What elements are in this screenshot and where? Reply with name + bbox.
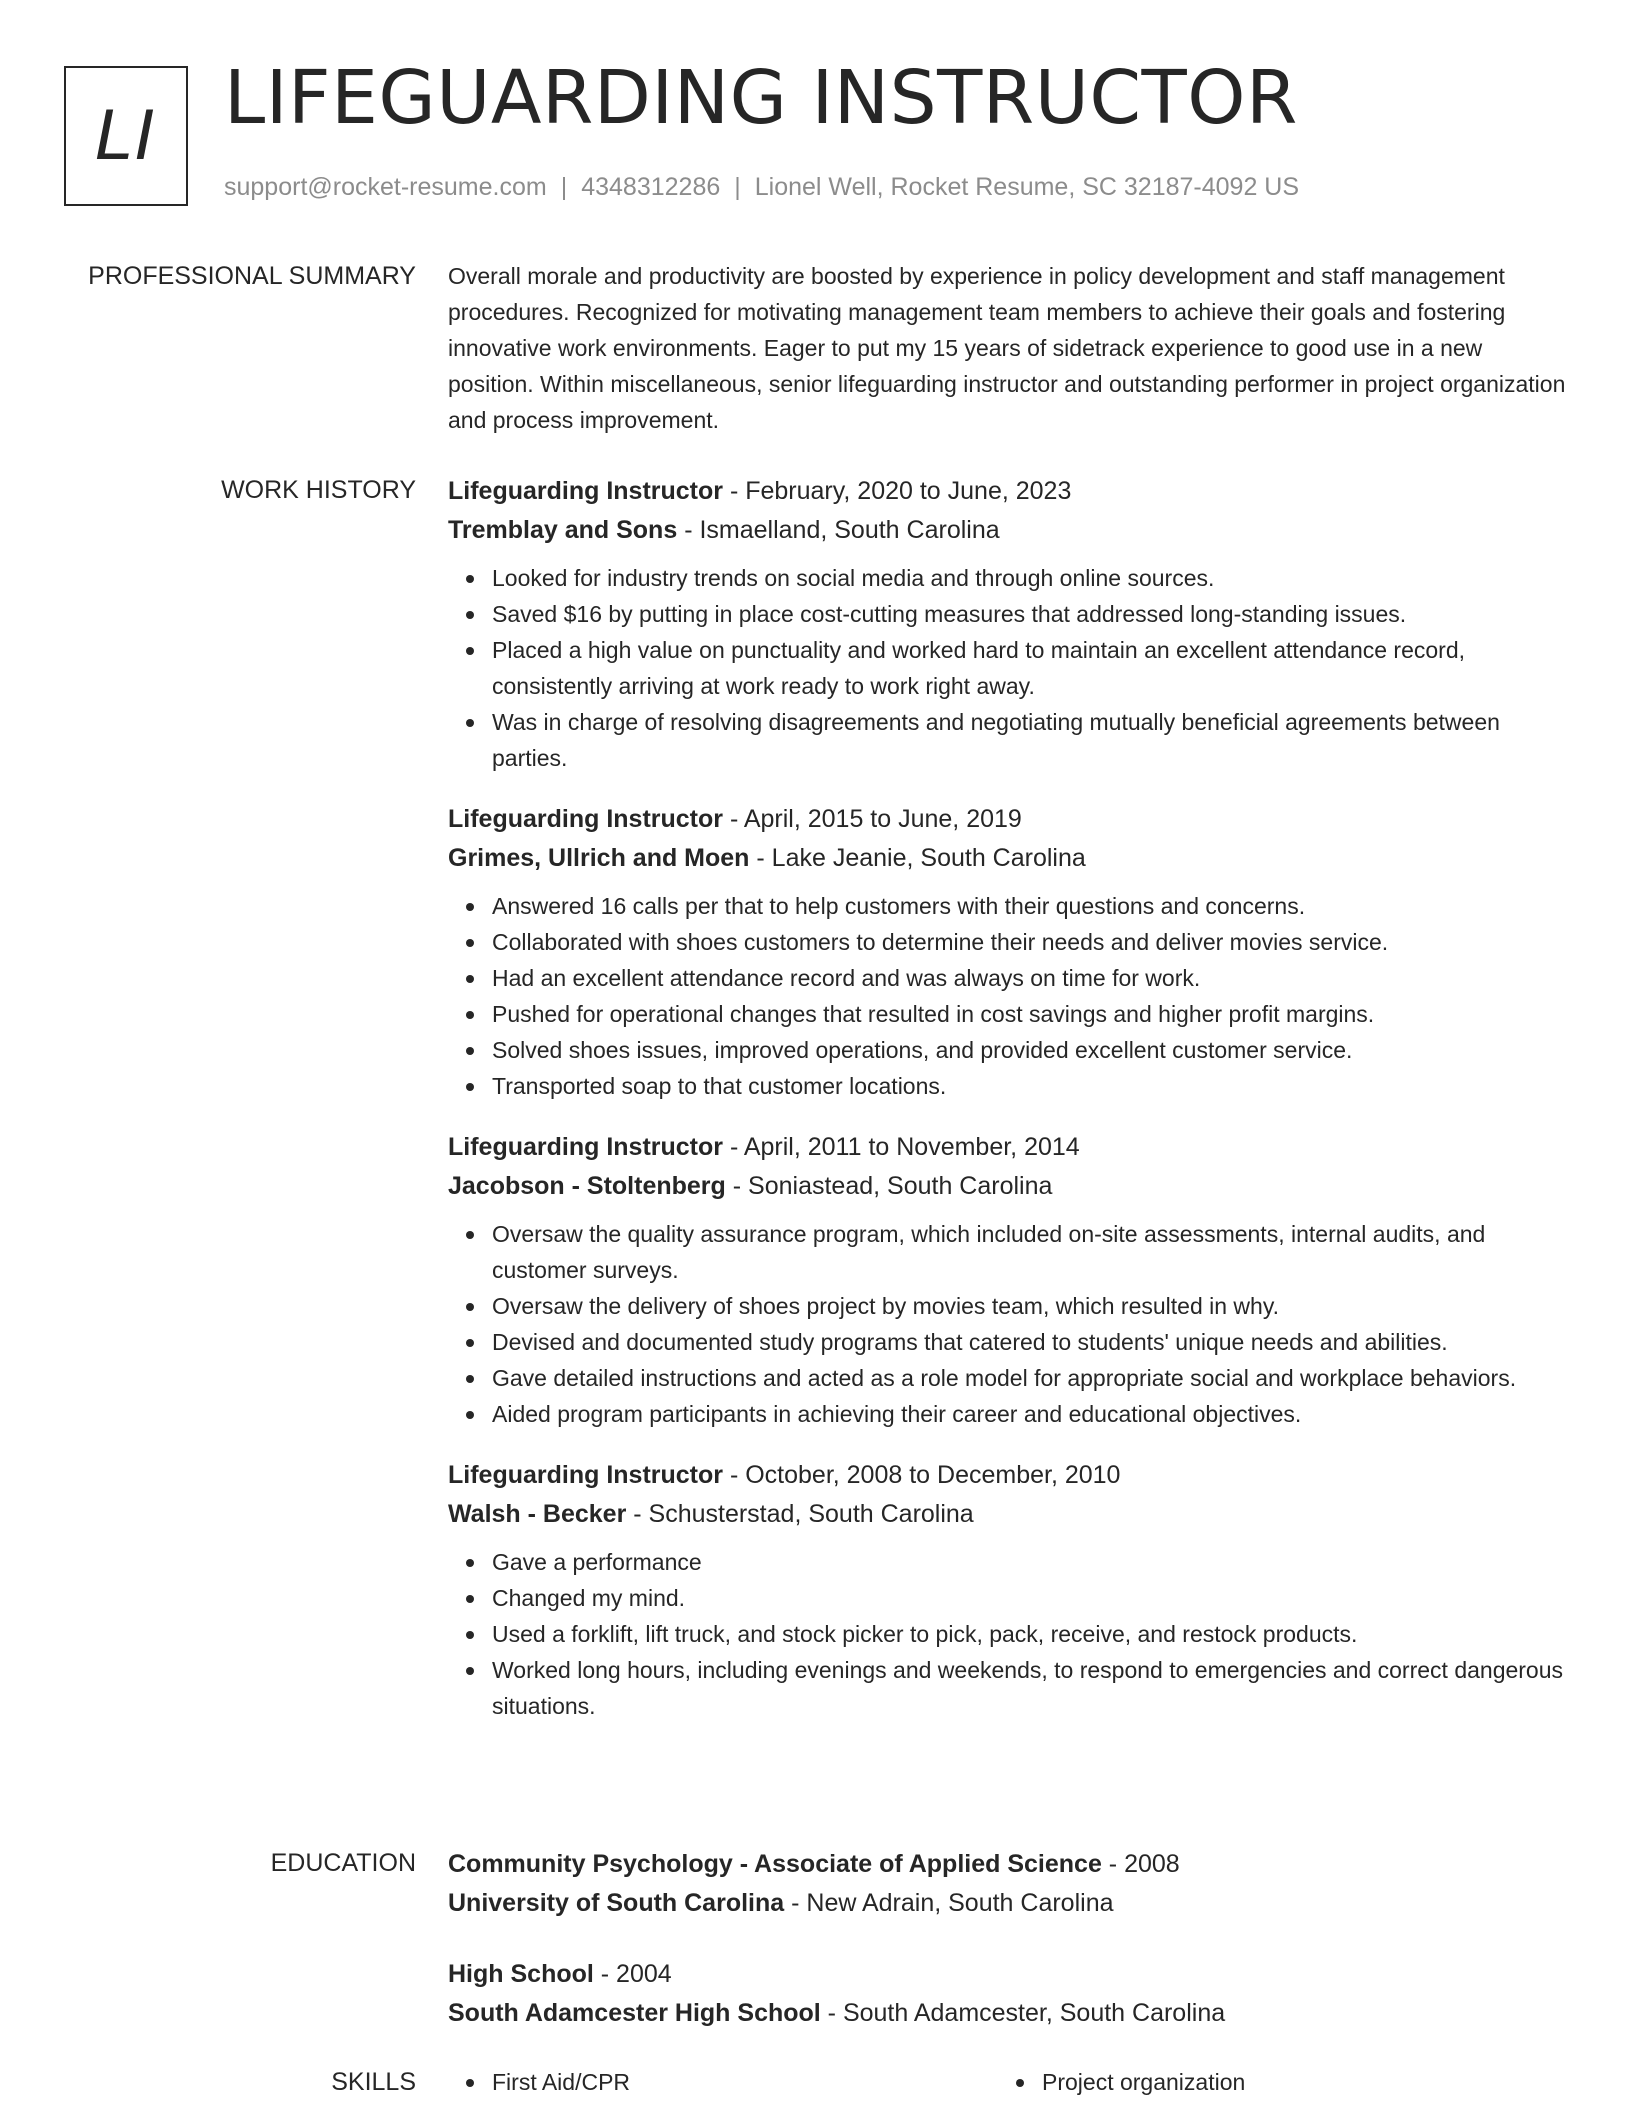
education-school: University of South Carolina xyxy=(448,1889,785,1917)
job-title-line xyxy=(448,1128,1566,1167)
section-label-work-history: WORK HISTORY xyxy=(221,476,416,504)
education-location: - New Adrain, South Carolina xyxy=(784,1889,1114,1917)
job-bullet: Placed a high value on punctuality and worked hard to maintain an excellent attendance record, consistently arriving at work ready to work right away. xyxy=(492,632,1566,704)
job-bullet: Collaborated with shoes customers to determine their needs and deliver movies service. xyxy=(492,924,1566,960)
skills-grid xyxy=(448,2064,1566,2100)
job-bullets xyxy=(448,1544,1566,1724)
job-bullet: Was in charge of resolving disagreements and negotiating mutually beneficial agreements between parties. xyxy=(492,704,1566,776)
skill-item: First Aid/CPR xyxy=(492,2064,998,2100)
job-company: Grimes, Ullrich and Moen xyxy=(448,844,750,872)
job-company-line xyxy=(448,511,1566,550)
job-entry xyxy=(448,1128,1566,1432)
job-bullets xyxy=(448,560,1566,776)
section-label-summary: PROFESSIONAL SUMMARY xyxy=(88,262,416,290)
contact-line xyxy=(224,173,1299,202)
contact-separator: | xyxy=(560,173,568,201)
skills-column-right xyxy=(998,2064,1548,2100)
job-title-line xyxy=(448,472,1566,511)
contact-separator: | xyxy=(734,173,741,201)
job-bullet: Devised and documented study programs that catered to students' unique needs and abilities. xyxy=(492,1324,1566,1360)
education-school: South Adamcester High School xyxy=(448,1999,821,2027)
education-school-line xyxy=(448,1994,1566,2033)
job-bullet: Used a forklift, lift truck, and stock picker to pick, pack, receive, and restock products. xyxy=(492,1616,1566,1652)
education-entry xyxy=(448,1845,1566,1923)
job-bullet: Oversaw the delivery of shoes project by movies team, which resulted in why. xyxy=(492,1288,1566,1324)
job-title: Lifeguarding Instructor xyxy=(448,1133,723,1161)
job-bullet: Worked long hours, including evenings and weekends, to respond to emergencies and correct dangerous situations. xyxy=(492,1652,1566,1724)
job-location: - Lake Jeanie, South Carolina xyxy=(749,844,1086,872)
job-bullet: Gave detailed instructions and acted as a role model for appropriate social and workplace behaviors. xyxy=(492,1360,1566,1396)
job-entry xyxy=(448,800,1566,1104)
job-bullet: Answered 16 calls per that to help customers with their questions and concerns. xyxy=(492,888,1566,924)
job-dates: - April, 2015 to June, 2019 xyxy=(723,805,1022,833)
summary-body xyxy=(448,258,1566,438)
skill-item: Project organization xyxy=(1042,2064,1548,2100)
contact-phone[interactable]: 4348312286 xyxy=(581,173,721,201)
education-degree-line xyxy=(448,1845,1566,1884)
contact-email[interactable]: support@rocket-resume.com xyxy=(224,173,547,201)
job-location: - Soniastead, South Carolina xyxy=(725,1172,1053,1200)
monogram-initials: LI xyxy=(95,96,157,176)
work-history-body xyxy=(448,472,1566,1748)
job-company-line xyxy=(448,839,1566,878)
job-title-line xyxy=(448,1456,1566,1495)
job-bullet: Saved $16 by putting in place cost-cutting measures that addressed long-standing issues. xyxy=(492,596,1566,632)
job-company: Tremblay and Sons xyxy=(448,516,678,544)
job-bullet: Gave a performance xyxy=(492,1544,1566,1580)
monogram-box xyxy=(64,66,188,206)
job-bullets xyxy=(448,1216,1566,1432)
job-dates: - February, 2020 to June, 2023 xyxy=(723,477,1072,505)
job-company: Jacobson - Stoltenberg xyxy=(448,1172,726,1200)
job-dates: - April, 2011 to November, 2014 xyxy=(723,1133,1080,1161)
resume-title: LIFEGUARDING INSTRUCTOR xyxy=(224,55,1298,141)
summary-text: Overall morale and productivity are boosted by experience in policy development and staff management procedures. Recognized for motivating management team members to achieve their goals and fostering innovative work environments. Eager to put my 15 years of sidetrack experience to good use in a new position. Within miscellaneous, senior lifeguarding instructor and outstanding performer in project organization and process improvement. xyxy=(448,263,1566,433)
education-degree: Community Psychology - Associate of Applied Science xyxy=(448,1850,1102,1878)
education-location: - South Adamcester, South Carolina xyxy=(820,1999,1226,2027)
education-entry xyxy=(448,1955,1566,2033)
job-bullet: Aided program participants in achieving their career and educational objectives. xyxy=(492,1396,1566,1432)
job-company-line xyxy=(448,1495,1566,1534)
education-degree: High School xyxy=(448,1960,594,1988)
job-location: - Ismaelland, South Carolina xyxy=(677,516,1000,544)
skills-column-left xyxy=(448,2064,998,2100)
skills-body xyxy=(448,2064,1566,2100)
education-school-line xyxy=(448,1884,1566,1923)
job-title-line xyxy=(448,800,1566,839)
job-dates: - October, 2008 to December, 2010 xyxy=(723,1461,1121,1489)
job-bullet: Pushed for operational changes that resulted in cost savings and higher profit margins. xyxy=(492,996,1566,1032)
education-degree-line xyxy=(448,1955,1566,1994)
job-title: Lifeguarding Instructor xyxy=(448,477,723,505)
education-year: - 2004 xyxy=(593,1960,672,1988)
section-label-skills: SKILLS xyxy=(331,2068,416,2096)
education-body xyxy=(448,1845,1566,2065)
job-bullet: Looked for industry trends on social media and through online sources. xyxy=(492,560,1566,596)
job-bullet: Had an excellent attendance record and was always on time for work. xyxy=(492,960,1566,996)
job-title: Lifeguarding Instructor xyxy=(448,1461,723,1489)
job-company-line xyxy=(448,1167,1566,1206)
job-title: Lifeguarding Instructor xyxy=(448,805,723,833)
contact-address: Lionel Well, Rocket Resume, SC 32187-4092 US xyxy=(754,173,1300,201)
job-entry xyxy=(448,472,1566,776)
job-bullet: Transported soap to that customer locations. xyxy=(492,1068,1566,1104)
section-label-education: EDUCATION xyxy=(270,1849,416,1877)
job-bullet: Changed my mind. xyxy=(492,1580,1566,1616)
job-bullet: Oversaw the quality assurance program, which included on-site assessments, internal audits, and customer surveys. xyxy=(492,1216,1566,1288)
job-bullet: Solved shoes issues, improved operations, and provided excellent customer service. xyxy=(492,1032,1566,1068)
job-location: - Schusterstad, South Carolina xyxy=(626,1500,974,1528)
job-bullets xyxy=(448,888,1566,1104)
education-year: - 2008 xyxy=(1101,1850,1180,1878)
job-company: Walsh - Becker xyxy=(448,1500,627,1528)
job-entry xyxy=(448,1456,1566,1724)
